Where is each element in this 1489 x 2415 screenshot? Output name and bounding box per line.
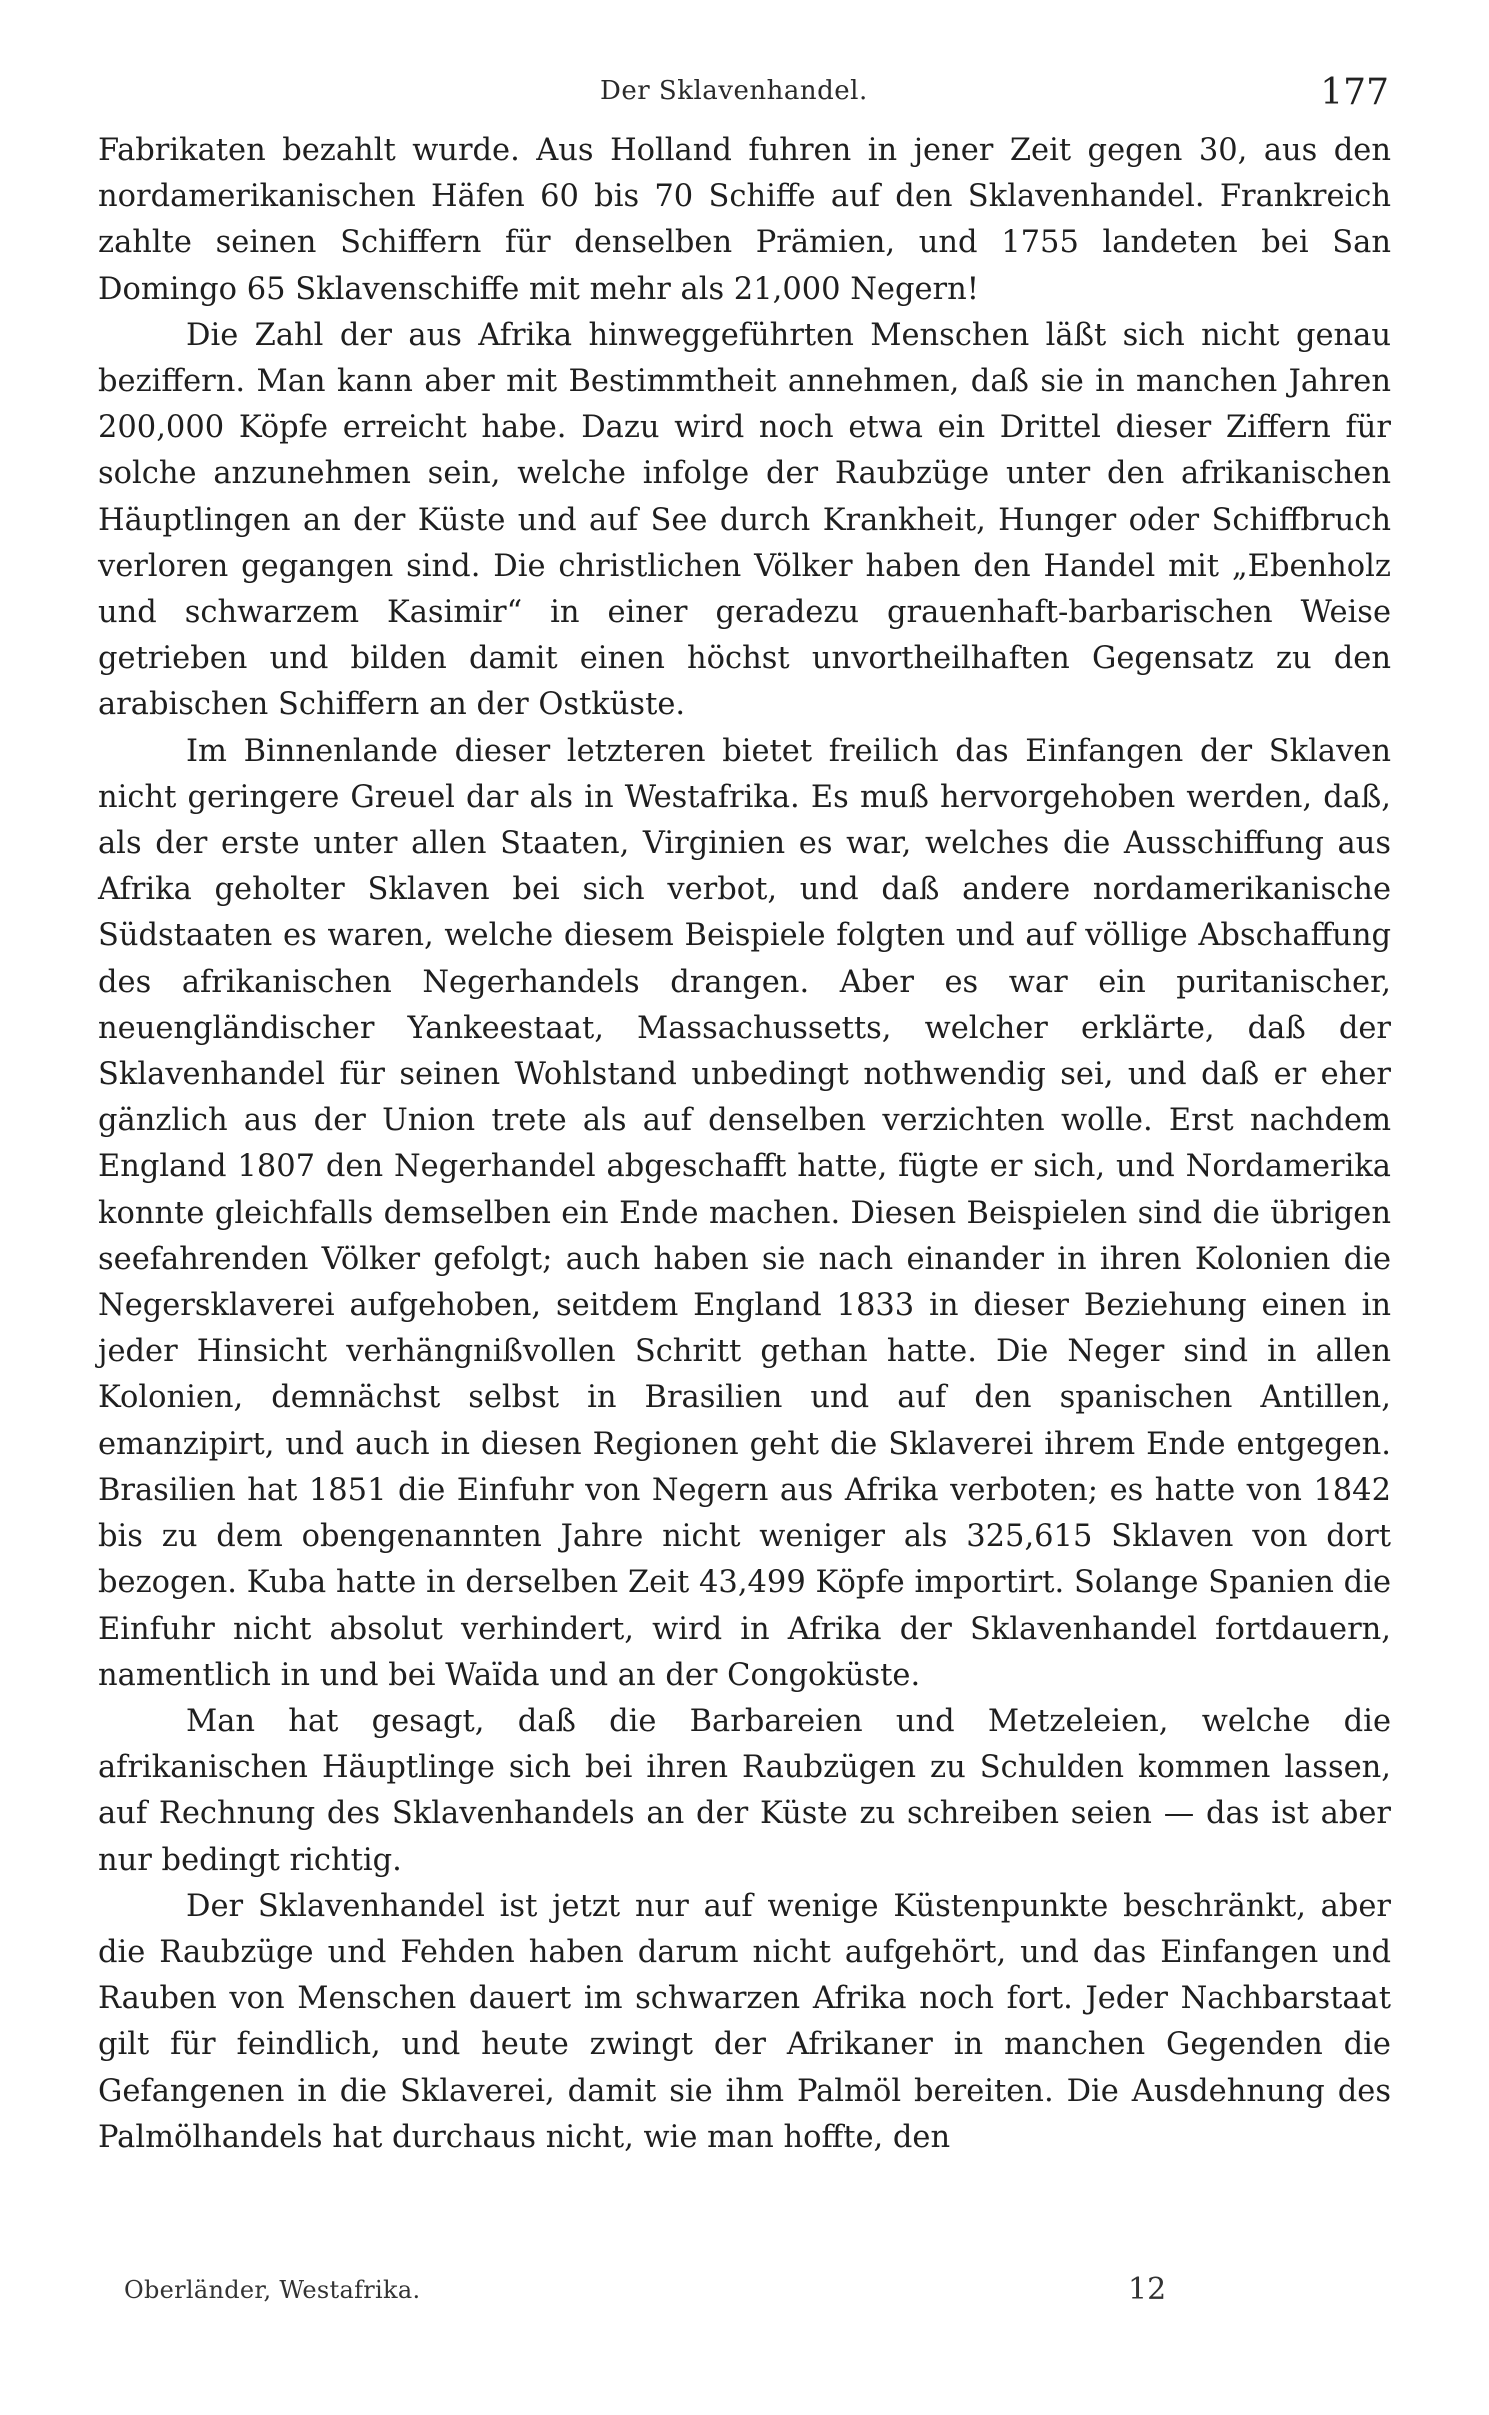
- body-text: [98, 128, 1391, 2161]
- paragraph-3: Im Binnenlande dieser letzteren bietet freilich das Einfangen der Sklaven nicht geringere Greuel dar als in Westafrika. Es muß hervorgehoben werden, daß, als der erste unter allen Staaten, Virginien es war, welches die Ausschiffung aus Afrika geholter Sklaven bei sich verbot, und daß andere nordamerikanische Südstaaten es waren, welche diesem Beispiele folgten und auf völlige Abschaffung des afrikanischen Negerhandels drangen. Aber es war ein puritanischer, neuengländischer Yankeestaat, Massachussetts, welcher erklärte, daß der Sklavenhandel für seinen Wohlstand unbedingt nothwendig sei, und daß er eher gänzlich aus der Union trete als auf denselben verzichten wolle. Erst nachdem England 1807 den Negerhandel abgeschafft hatte, fügte er sich, und Nordamerika konnte gleichfalls demselben ein Ende machen. Diesen Beispielen sind die übrigen seefahrenden Völker gefolgt; auch haben sie nach einander in ihren Kolonien die Negersklaverei aufgehoben, seitdem England 1833 in dieser Beziehung einen in jeder Hinsicht verhängnißvollen Schritt gethan hatte. Die Neger sind in allen Kolonien, demnächst selbst in Brasilien und auf den spanischen Antillen, emanzipirt, und auch in diesen Regionen geht die Sklaverei ihrem Ende entgegen. Brasilien hat 1851 die Einfuhr von Negern aus Afrika verboten; es hatte von 1842 bis zu dem obengenannten Jahre nicht weniger als 325,615 Sklaven von dort bezogen. Kuba hatte in derselben Zeit 43,499 Köpfe importirt. Solange Spanien die Einfuhr nicht absolut verhindert, wird in Afrika der Sklavenhandel fortdauern, namentlich in und bei Waïda und an der Congoküste.: [98, 733, 1391, 1693]
- running-title: Der Sklavenhandel.: [600, 76, 868, 106]
- paragraph-1: Fabrikaten bezahlt wurde. Aus Holland fuhren in jener Zeit gegen 30, aus den nordamerikanischen Häfen 60 bis 70 Schiffe auf den Sklavenhandel. Frankreich zahlte seinen Schiffern für denselben Prämien, und 1755 landeten bei San Domingo 65 Sklavenschiffe mit mehr als 21,000 Negern!: [98, 133, 1391, 307]
- page-number: 177: [1320, 72, 1389, 113]
- signature-mark: Oberländer, Westafrika.: [124, 2276, 421, 2304]
- page-footer: [0, 2272, 1489, 2312]
- paragraph-5: Der Sklavenhandel ist jetzt nur auf wenige Küstenpunkte beschränkt, aber die Raubzüge und Fehden haben darum nicht aufgehört, und das Einfangen und Rauben von Menschen dauert im schwarzen Afrika noch fort. Jeder Nachbarstaat gilt für feindlich, und heute zwingt der Afrikaner in manchen Gegenden die Gefangenen in die Sklaverei, damit sie ihm Palmöl bereiten. Die Ausdehnung des Palmölhandels hat durchaus nicht, wie man hoffte, den: [98, 1888, 1391, 2155]
- paragraph-4: Man hat gesagt, daß die Barbareien und Metzeleien, welche die afrikanischen Häuptlinge sich bei ihren Raubzügen zu Schulden kommen lassen, auf Rechnung des Sklavenhandels an der Küste zu schreiben seien — das ist aber nur bedingt richtig.: [98, 1703, 1391, 1878]
- sheet-number: 12: [1128, 2272, 1167, 2307]
- paragraph-2: Die Zahl der aus Afrika hinweggeführten Menschen läßt sich nicht genau beziffern. Man kann aber mit Bestimmtheit annehmen, daß sie in manchen Jahren 200,000 Köpfe erreicht habe. Dazu wird noch etwa ein Drittel dieser Ziffern für solche anzunehmen sein, welche infolge der Raubzüge unter den afrikanischen Häuptlingen an der Küste und auf See durch Krankheit, Hunger oder Schiffbruch verloren gegangen sind. Die christlichen Völker haben den Handel mit „Ebenholz und schwarzem Kasimir“ in einer geradezu grauenhaft-barbarischen Weise getrieben und bilden damit einen höchst unvortheilhaften Gegensatz zu den arabischen Schiffern an der Ostküste.: [98, 317, 1391, 723]
- running-head: [0, 72, 1489, 112]
